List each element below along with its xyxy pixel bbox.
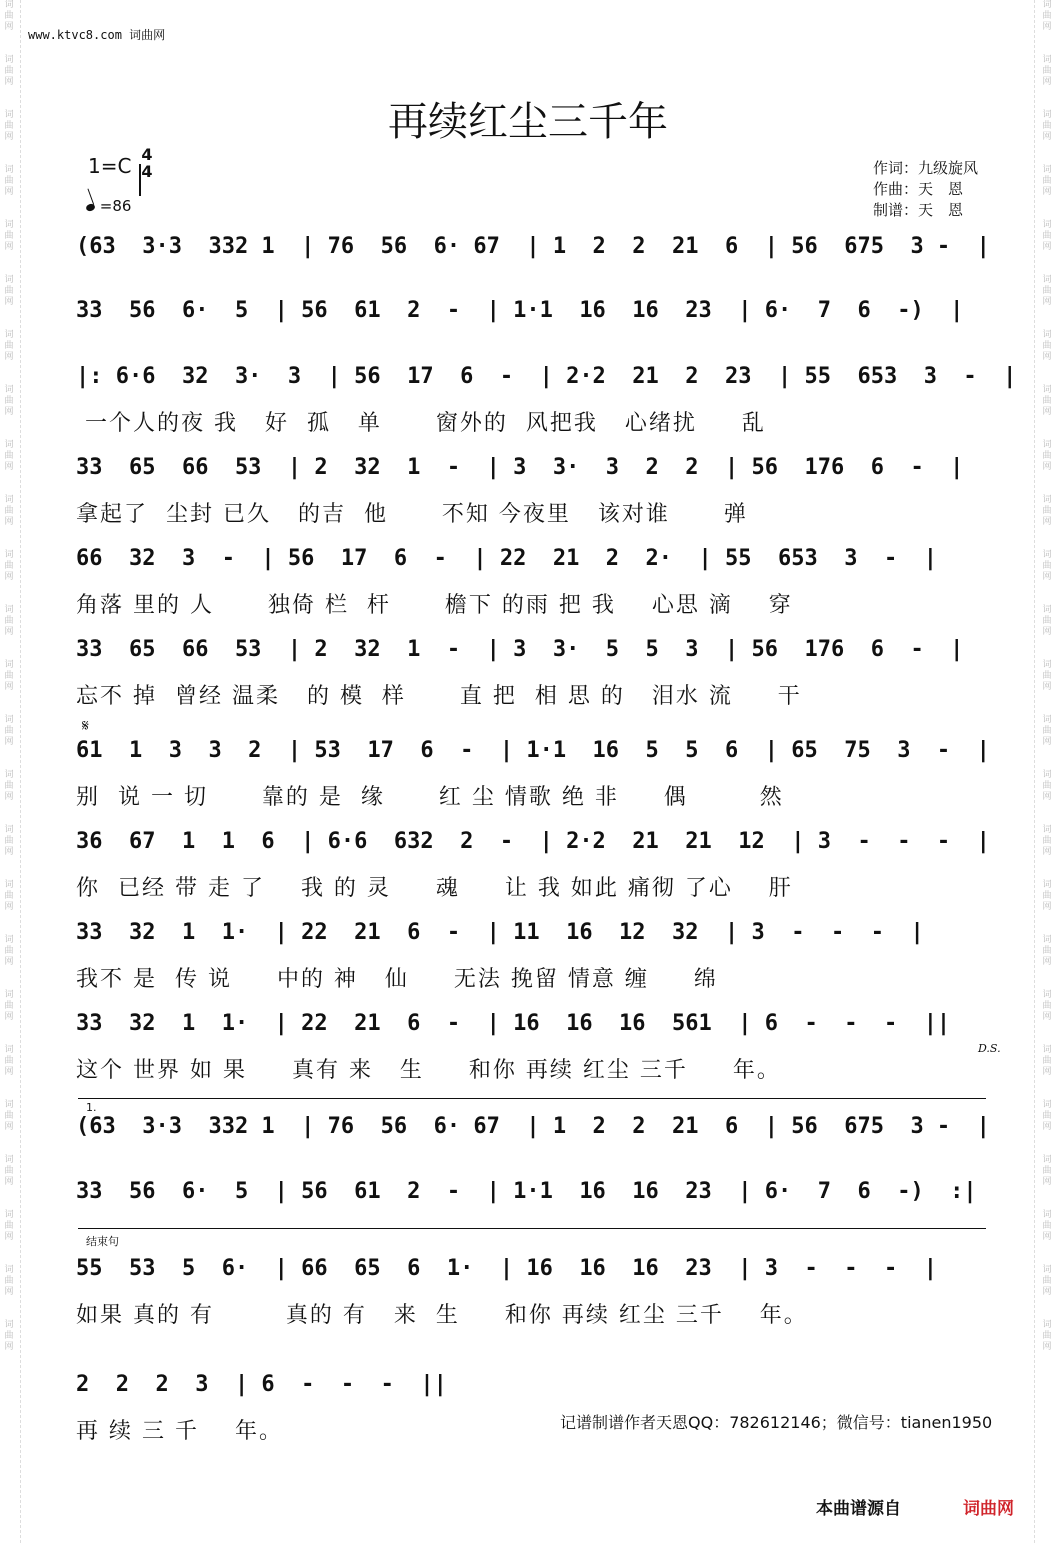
source-brand-link[interactable]: 词曲网 (963, 1499, 1014, 1519)
notation-line: 55 53 5 6· | 66 65 6 1· | 16 16 16 23 | 3 - - - | (76, 1256, 937, 1281)
lyric-line: 再 续 三 千 年。 (76, 1419, 283, 1444)
credits (873, 158, 978, 221)
time-signature-bottom: 4 (141, 162, 153, 181)
notation-line: (63 3·3 332 1 | 76 56 6· 67 | 1 2 2 21 6 | 56 675 3 - | (76, 234, 990, 259)
volta-bracket (78, 1098, 986, 1099)
notation-line: |: 6·6 32 3· 3 | 56 17 6 - | 2·2 21 2 23 | 55 653 3 - | (76, 364, 1017, 389)
lyric-line: 这个 世界 如 果 真有 来 生 和你 再续 红尘 三千 年。 (76, 1058, 781, 1083)
lyric-line: 角落 里的 人 独倚 栏 杆 檐下 的雨 把 我 心思 滴 穿 (76, 593, 793, 618)
right-margin-line (1034, 0, 1035, 1543)
ending-label: 结束句 (86, 1235, 119, 1248)
lyric-line: 拿起了 尘封 已久 的吉 他 不知 今夜里 该对谁 弹 (76, 502, 748, 527)
side-watermark-left: 词 曲 网 词 曲 网 词 曲 网 词 曲 网 词 曲 网 词 曲 网 词 曲 网 词 曲 网 词 曲 网 词 曲 网 词 曲 网 词 曲 网 词 曲 网 词 曲 网 词 曲 网 词 曲 网 词 曲 网 词 曲 网 词 曲 网 词 曲 网 词 曲 网 词 曲 网 词 曲 网 词 曲 网 词 曲 网 (4, 0, 14, 1352)
song-title: 再续红尘三千年 (388, 99, 668, 145)
lyric-line: 别 说 一 切 靠的 是 缘 红 尘 情歌 绝 非 偶 然 (76, 785, 784, 810)
segno-icon: 𝄋 (82, 716, 89, 735)
transcriber-note: 记谱制谱作者天恩QQ：782612146；微信号：tianen1950 (560, 1413, 993, 1432)
composer: 作曲：天 恩 (873, 180, 964, 198)
arranger: 制谱：天 恩 (873, 201, 964, 219)
source-label: 本曲谱源自 (816, 1499, 901, 1519)
left-margin-line (20, 0, 21, 1543)
notation-line: 36 67 1 1 6 | 6·6 632 2 - | 2·2 21 21 12 | 3 - - - | (76, 829, 990, 854)
ending-bracket (78, 1228, 986, 1229)
notation-line: 33 65 66 53 | 2 32 1 - | 3 3· 5 5 3 | 56 176 6 - | (76, 637, 964, 662)
time-signature-divider (139, 164, 141, 196)
notation-line: 33 32 1 1· | 22 21 6 - | 11 16 12 32 | 3 - - - | (76, 920, 924, 945)
lyric-line: 我不 是 传 说 中的 神 仙 无法 挽留 情意 缠 绵 (76, 967, 718, 992)
lyric-line (76, 1221, 1016, 1251)
lyricist: 作词：九级旋风 (873, 159, 979, 177)
ds-marking: D.S. (978, 1042, 1001, 1055)
notation-line: 61 1 3 3 2 | 53 17 6 - | 1·1 16 5 5 6 | 65 75 3 - | (76, 738, 990, 763)
lyric-line: 忘不 掉 曾经 温柔 的 模 样 直 把 相 思 的 泪水 流 干 (76, 684, 802, 709)
key-signature: 1=C (88, 154, 132, 178)
notation-line: 2 2 2 3 | 6 - - - || (76, 1372, 447, 1397)
notation-line: (63 3·3 332 1 | 76 56 6· 67 | 1 2 2 21 6 | 56 675 3 - | (76, 1114, 990, 1139)
volta-1-label: 1. (86, 1101, 97, 1114)
quarter-note-icon (85, 203, 96, 213)
lyric-line: 你 已经 带 走 了 我 的 灵 魂 让 我 如此 痛彻 了心 肝 (76, 876, 793, 901)
notation-line: 33 32 1 1· | 22 21 6 - | 16 16 16 561 | 6 - - - || (76, 1011, 951, 1036)
lyric-line: 如果 真的 有 真的 有 来 生 和你 再续 红尘 三千 年。 (76, 1303, 808, 1328)
time-signature (139, 146, 155, 180)
lyric-line: 一个人的夜 我 好 孤 单 窗外的 风把我 心绪扰 乱 (76, 411, 766, 436)
notation-line: 66 32 3 - | 56 17 6 - | 22 21 2 2· | 55 653 3 - | (76, 546, 937, 571)
notation-line: 33 56 6· 5 | 56 61 2 - | 1·1 16 16 23 | 6· 7 6 -) | (76, 298, 964, 323)
site-header[interactable]: www.ktvc8.com 词曲网 (28, 28, 166, 42)
tempo-value: =86 (99, 197, 132, 215)
side-watermark-right: 词 曲 网 词 曲 网 词 曲 网 词 曲 网 词 曲 网 词 曲 网 词 曲 网 词 曲 网 词 曲 网 词 曲 网 词 曲 网 词 曲 网 词 曲 网 词 曲 网 词 曲 网 词 曲 网 词 曲 网 词 曲 网 词 曲 网 词 曲 网 词 曲 网 词 曲 网 词 曲 网 词 曲 网 词 曲 网 (1042, 0, 1052, 1352)
tempo-marking (86, 197, 131, 215)
time-signature-top: 4 (141, 145, 153, 164)
notation-line: 33 65 66 53 | 2 32 1 - | 3 3· 3 2 2 | 56 176 6 - | (76, 455, 964, 480)
notation-line: 33 56 6· 5 | 56 61 2 - | 1·1 16 16 23 | 6· 7 6 -) :| (76, 1179, 977, 1204)
